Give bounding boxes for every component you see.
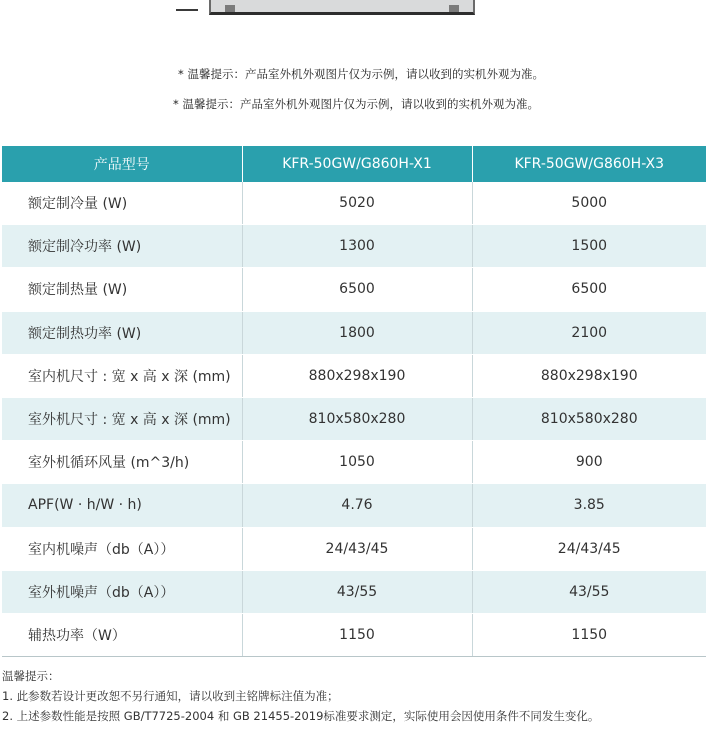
value-x3: 5000 xyxy=(472,182,706,225)
table-row xyxy=(2,613,706,656)
value-x1: 810x580x280 xyxy=(242,397,472,440)
row-label: 室外机尺寸 : 宽 x 高 x 深 (mm) xyxy=(2,397,242,440)
row-label: 室外机循环风量 (m^3/h) xyxy=(2,441,242,484)
row-label: 额定制热量 (W) xyxy=(2,268,242,311)
header-x1: KFR-50GW/G860H-X1 xyxy=(242,146,472,182)
value-x1: 880x298x190 xyxy=(242,354,472,397)
unit-foot-left xyxy=(225,5,235,12)
value-x3: 3.85 xyxy=(472,484,706,527)
value-x3: 1500 xyxy=(472,225,706,268)
appearance-notice: * 温馨提示：产品室外机外观图片仅为示例，请以收到的实机外观为准。 xyxy=(173,97,539,111)
value-x3: 2100 xyxy=(472,311,706,354)
product-image-fragment xyxy=(176,0,476,16)
row-label: 额定制冷量 (W) xyxy=(2,182,242,225)
decor-tick xyxy=(176,9,198,11)
table-row xyxy=(2,225,706,268)
value-x1: 1300 xyxy=(242,225,472,268)
table-row xyxy=(2,527,706,570)
row-label: 室内机噪声（db（A）） xyxy=(2,527,242,570)
value-x3: 43/55 xyxy=(472,570,706,613)
footer-notes xyxy=(2,666,718,726)
value-x3: 1150 xyxy=(472,613,706,656)
table-row xyxy=(2,484,706,527)
footer-note: 1. 此参数若设计更改恕不另行通知，请以收到主铭牌标注值为准； xyxy=(2,689,339,703)
table-row xyxy=(2,570,706,613)
row-label: APF(W · h/W · h) xyxy=(2,484,242,527)
table-row xyxy=(2,268,706,311)
table-row xyxy=(2,397,706,440)
table-header-row xyxy=(2,146,706,182)
row-label: 辅热功率（W） xyxy=(2,613,242,656)
unit-foot-right xyxy=(449,5,459,12)
table-row xyxy=(2,311,706,354)
value-x1: 24/43/45 xyxy=(242,527,472,570)
footer-title: 温馨提示： xyxy=(2,669,60,683)
value-x3: 24/43/45 xyxy=(472,527,706,570)
value-x1: 1050 xyxy=(242,441,472,484)
row-label: 室内机尺寸 : 宽 x 高 x 深 (mm) xyxy=(2,354,242,397)
header-x3: KFR-50GW/G860H-X3 xyxy=(472,146,706,182)
value-x3: 880x298x190 xyxy=(472,354,706,397)
value-x1: 43/55 xyxy=(242,570,472,613)
table-row xyxy=(2,182,706,225)
value-x1: 4.76 xyxy=(242,484,472,527)
outdoor-unit-image xyxy=(209,0,475,15)
row-label: 额定制冷功率 (W) xyxy=(2,225,242,268)
row-label: 室外机噪声（db（A）） xyxy=(2,570,242,613)
value-x1: 6500 xyxy=(242,268,472,311)
footer-note: 2. 上述参数性能是按照 GB/T7725-2004 和 GB 21455-2019标准要求测定，实际使用会因使用条件不同发生变化。 xyxy=(2,709,600,723)
value-x1: 1800 xyxy=(242,311,472,354)
table-row xyxy=(2,441,706,484)
table-row xyxy=(2,354,706,397)
value-x3: 810x580x280 xyxy=(472,397,706,440)
spec-table xyxy=(2,146,706,657)
value-x3: 900 xyxy=(472,441,706,484)
value-x1: 5020 xyxy=(242,182,472,225)
value-x1: 1150 xyxy=(242,613,472,656)
row-label: 额定制热功率 (W) xyxy=(2,311,242,354)
appearance-notice: * 温馨提示：产品室外机外观图片仅为示例，请以收到的实机外观为准。 xyxy=(178,67,544,81)
header-model: 产品型号 xyxy=(2,146,242,182)
value-x3: 6500 xyxy=(472,268,706,311)
